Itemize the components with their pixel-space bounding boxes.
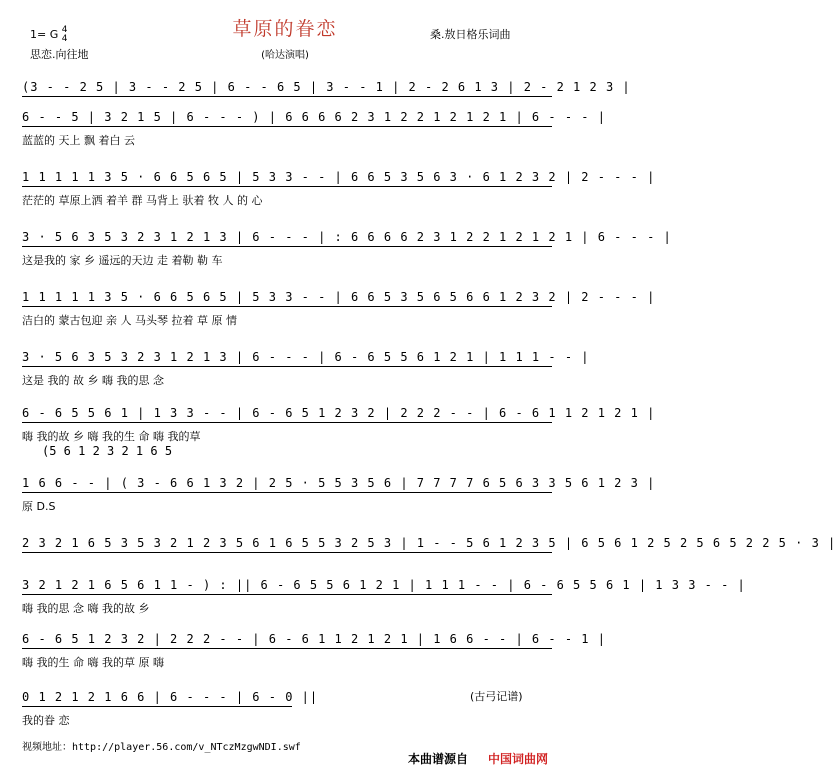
notation-line-10: 3 2 1 2 1 6 5 6 1 1 - ) : || 6 - 6 5 5 6 1 2 1 | 1 1 1 - - | 6 - 6 5 5 6 1 | 1 3 3 - - | <box>22 578 746 592</box>
composer-credit: 桑.敖日格乐词曲 <box>430 28 511 41</box>
notation-line-4: 3 · 5 6 3 5 3 2 3 1 2 1 3 | 6 - - - | : 6 6 6 6 2 3 1 2 2 1 2 1 2 1 | 6 - - - | <box>22 230 672 244</box>
time-bottom: 4 <box>61 34 68 44</box>
lyric-line-5: 洁白的 蒙古包迎 亲 人 马头琴 拉着 草 原 情 <box>22 314 237 327</box>
notation-line-11: 6 - 6 5 1 2 3 2 | 2 2 2 - - | 6 - 6 1 1 2 1 2 1 | 1 6 6 - - | 6 - - 1 | <box>22 632 606 646</box>
notation-line-1: (3 - - 2 5 | 3 - - 2 5 | 6 - - 6 5 | 3 - - 1 | 2 - 2 6 1 3 | 2 - 2 1 2 3 | <box>22 80 631 94</box>
lyric-line-7: 嗨 我的故 乡 嗨 我的生 命 嗨 我的草 <box>22 430 201 443</box>
source-label: 本曲谱源自 <box>408 752 469 766</box>
notation-line-3: 1 1 1 1 1 3 5 · 6 6 5 6 5 | 5 3 3 - - | 6 6 5 3 5 6 3 · 6 1 2 3 2 | 2 - - - | <box>22 170 656 184</box>
lyric-line-6: 这是 我的 故 乡 嗨 我的思 念 <box>22 374 164 387</box>
notation-line-2: 6 - - 5 | 3 2 1 5 | 6 - - - ) | 6 6 6 6 2 3 1 2 2 1 2 1 2 1 | 6 - - - | <box>22 110 606 124</box>
site-logo-text[interactable]: 中国词曲网 <box>488 752 549 766</box>
song-title: 草原的眷恋 <box>232 18 338 40</box>
performer-credit: (哈达演唱) <box>261 50 309 61</box>
interlude-phrase: (5 6 1 2 3 2 1 6 5 <box>42 444 173 458</box>
lyric-line-11: 嗨 我的生 命 嗨 我的草 原 嗨 <box>22 656 164 669</box>
notation-line-9: 2 3 2 1 6 5 3 5 3 2 1 2 3 5 6 1 6 5 5 3 2 5 3 | 1 - - 5 6 1 2 3 5 | 6 5 6 1 2 5 2 5 6 5 2 2 5 · 3 | <box>22 536 836 550</box>
lyric-line-3: 茫茫的 草原上洒 着羊 群 马背上 驮着 牧 人 的 心 <box>22 194 263 207</box>
expression-mark: 思恋.向往地 <box>30 48 89 61</box>
lyric-line-8: 原 D.S <box>22 500 56 513</box>
lyric-line-4: 这是我的 家 乡 遥远的天边 走 着勒 勒 车 <box>22 254 223 267</box>
notation-line-8: 1 6 6 - - | ( 3 - 6 6 1 3 2 | 2 5 · 5 5 3 5 6 | 7 7 7 7 6 5 6 3 3 5 6 1 2 3 | <box>22 476 656 490</box>
key-signature <box>30 26 67 44</box>
lyric-line-10: 嗨 我的思 念 嗨 我的故 乡 <box>22 602 150 615</box>
video-address[interactable]: 视频地址：http://player.56.com/v_NTczMzgwNDI.swf <box>22 742 301 753</box>
time-top: 4 <box>61 25 68 35</box>
notation-line-7: 6 - 6 5 5 6 1 | 1 3 3 - - | 6 - 6 5 1 2 3 2 | 2 2 2 - - | 6 - 6 1 1 2 1 2 1 | <box>22 406 656 420</box>
lyric-line-2: 蓝蓝的 天上 飘 着白 云 <box>22 134 135 147</box>
notation-line-5: 1 1 1 1 1 3 5 · 6 6 5 6 5 | 5 3 3 - - | 6 6 5 3 5 6 5 6 6 1 2 3 2 | 2 - - - | <box>22 290 656 304</box>
lyric-line-12: 我的眷 恋 <box>22 714 70 727</box>
time-signature <box>62 26 68 44</box>
key-text: 1= G <box>30 28 59 41</box>
transcriber-credit: (古弓记谱) <box>470 690 523 703</box>
notation-line-12: 0 1 2 1 2 1 6 6 | 6 - - - | 6 - 0 || <box>22 690 319 704</box>
notation-line-6: 3 · 5 6 3 5 3 2 3 1 2 1 3 | 6 - - - | 6 - 6 5 5 6 1 2 1 | 1 1 1 - - | <box>22 350 590 364</box>
